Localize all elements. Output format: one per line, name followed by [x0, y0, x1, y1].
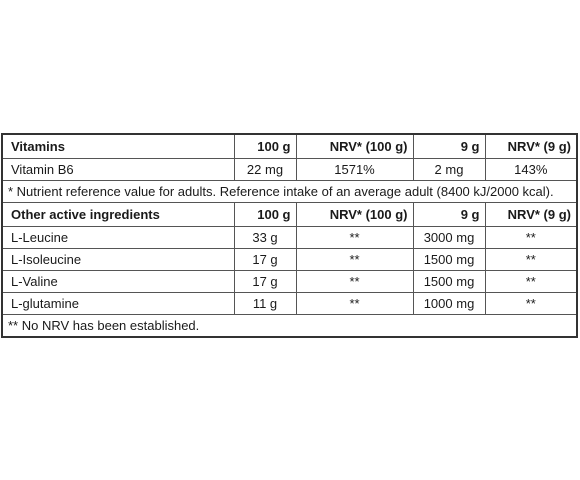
nrv-per-100g: **	[296, 249, 413, 271]
vitamins-header-row	[3, 135, 576, 159]
table-row	[3, 227, 576, 249]
amount-per-9g: 1500 mg	[413, 249, 485, 271]
col-header-nrv-9g: NRV* (9 g)	[485, 135, 576, 159]
vitamins-section-header: Vitamins	[3, 135, 234, 159]
nrv-per-9g: **	[485, 227, 576, 249]
ingredient-name: L-Valine	[3, 271, 234, 293]
col-header-nrv-100g: NRV* (100 g)	[296, 203, 413, 227]
nrv-per-9g: **	[485, 249, 576, 271]
col-header-per-100g: 100 g	[234, 203, 296, 227]
nrv-per-100g: **	[296, 293, 413, 315]
amount-per-9g: 1500 mg	[413, 271, 485, 293]
ingredients-header-row	[3, 203, 576, 227]
table-row	[3, 271, 576, 293]
col-header-per-9g: 9 g	[413, 203, 485, 227]
ingredient-name: L-glutamine	[3, 293, 234, 315]
nrv-per-100g: 1571%	[296, 159, 413, 181]
ingredients-section-header: Other active ingredients	[3, 203, 234, 227]
nrv-footnote: * Nutrient reference value for adults. Reference intake of an average adult (8400 kJ/2000 kcal).	[3, 181, 576, 203]
amount-per-9g: 3000 mg	[413, 227, 485, 249]
no-nrv-footnote-row	[3, 315, 576, 337]
nutrition-table	[3, 135, 576, 336]
amount-per-100g: 33 g	[234, 227, 296, 249]
nrv-footnote-row	[3, 181, 576, 203]
ingredient-name: L-Isoleucine	[3, 249, 234, 271]
col-header-nrv-100g: NRV* (100 g)	[296, 135, 413, 159]
amount-per-100g: 17 g	[234, 249, 296, 271]
table-row	[3, 249, 576, 271]
nrv-per-100g: **	[296, 271, 413, 293]
col-header-per-9g: 9 g	[413, 135, 485, 159]
nrv-per-9g: **	[485, 271, 576, 293]
amount-per-9g: 2 mg	[413, 159, 485, 181]
nrv-per-9g: **	[485, 293, 576, 315]
table-row	[3, 293, 576, 315]
nrv-per-9g: 143%	[485, 159, 576, 181]
amount-per-100g: 11 g	[234, 293, 296, 315]
col-header-nrv-9g: NRV* (9 g)	[485, 203, 576, 227]
amount-per-9g: 1000 mg	[413, 293, 485, 315]
col-header-per-100g: 100 g	[234, 135, 296, 159]
ingredient-name: Vitamin B6	[3, 159, 234, 181]
amount-per-100g: 22 mg	[234, 159, 296, 181]
nrv-per-100g: **	[296, 227, 413, 249]
table-row	[3, 159, 576, 181]
amount-per-100g: 17 g	[234, 271, 296, 293]
ingredient-name: L-Leucine	[3, 227, 234, 249]
no-nrv-footnote: ** No NRV has been established.	[3, 315, 576, 337]
nutrition-table-panel	[1, 133, 578, 338]
